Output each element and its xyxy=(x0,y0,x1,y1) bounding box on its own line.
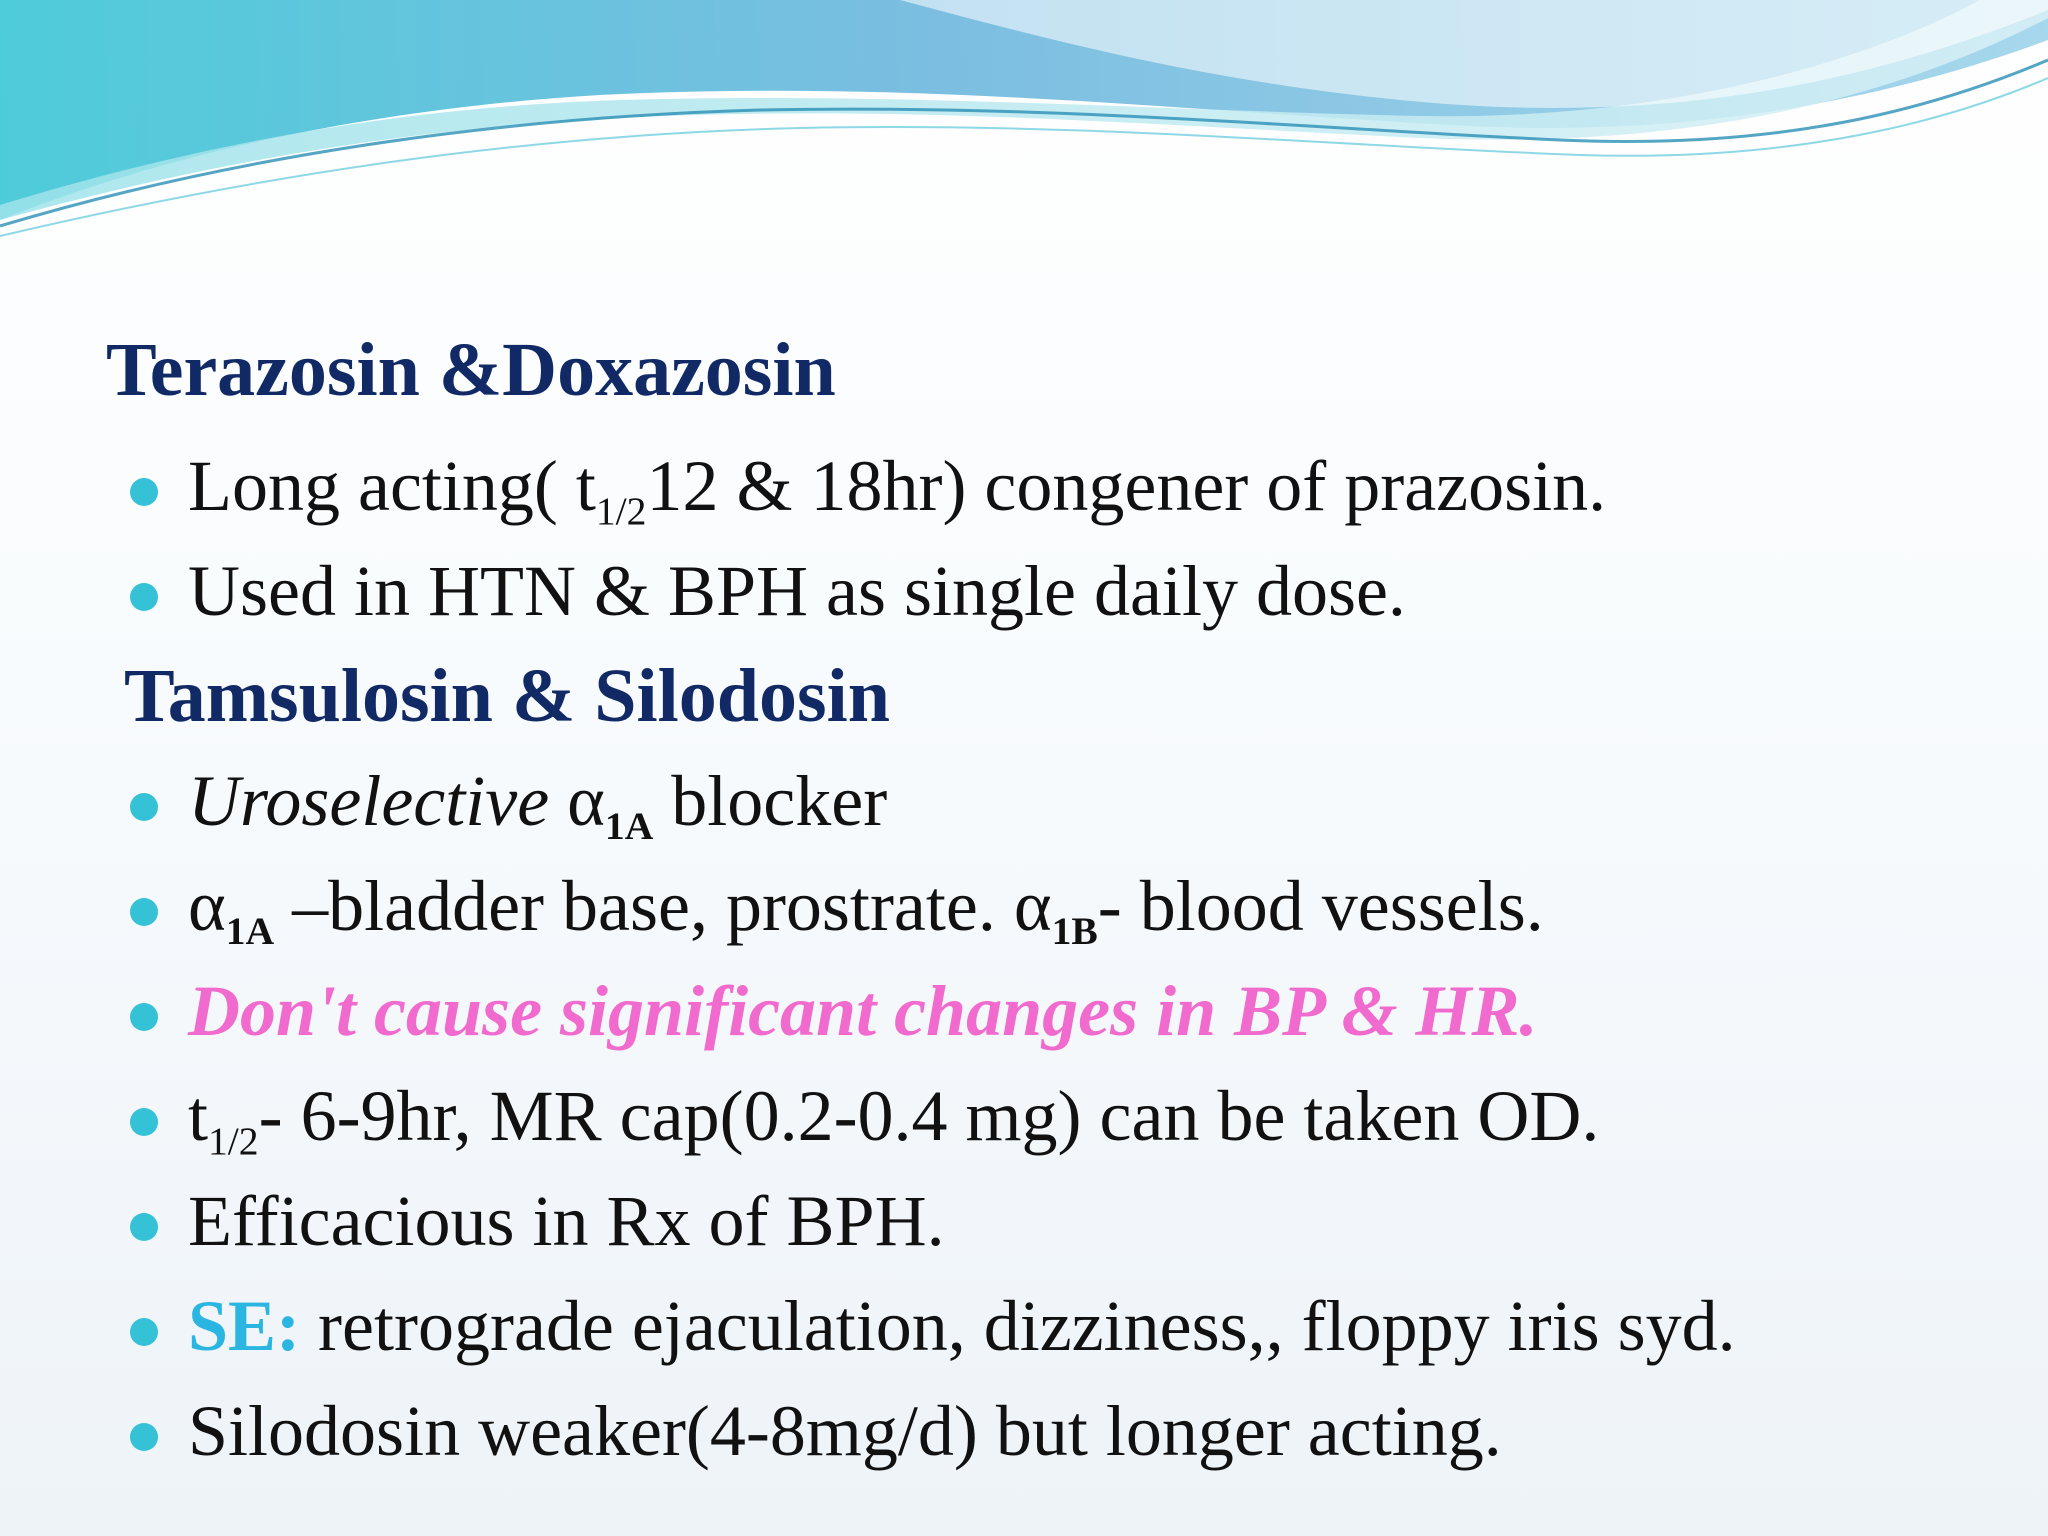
bullet-dot-icon xyxy=(130,1318,158,1346)
decorative-wave-banner xyxy=(0,0,2048,260)
heading-terazosin-doxazosin: Terazosin &Doxazosin xyxy=(106,328,836,412)
bullet-dot-icon xyxy=(130,478,158,506)
bullet-alpha-receptors: $\alpha_{1A}$ –bladder base, prostrate. $\alpha_{1B}-$ blood vessels. xyxy=(130,862,2008,967)
bullet-dot-icon xyxy=(130,898,158,926)
bullet-list-terazosin xyxy=(130,442,2008,652)
bullet-long-acting: Long acting( $t_{1/2}12$ & 18hr) congener of prazosin. xyxy=(130,442,2008,547)
se-label: SE: xyxy=(188,1286,301,1366)
bullet-no-bp-hr-change: Don't cause significant changes in BP & HR. xyxy=(130,967,2008,1072)
bullet-list-tamsulosin xyxy=(130,757,2008,1492)
bullet-used-in-htn: Used in HTN & BPH as single daily dose. xyxy=(130,547,2008,652)
bullet-uroselective: Uroselective $\alpha_{1A}$ blocker xyxy=(130,757,2008,862)
bullet-efficacious: Efficacious in Rx of BPH. xyxy=(130,1177,2008,1282)
bullet-silodosin: Silodosin weaker(4-8mg/d) but longer acting. xyxy=(130,1387,2008,1492)
bullet-dot-icon xyxy=(130,1423,158,1451)
bullet-dot-icon xyxy=(130,793,158,821)
heading-tamsulosin-silodosin: Tamsulosin & Silodosin xyxy=(124,654,890,738)
bullet-dot-icon xyxy=(130,1108,158,1136)
bullet-half-life: $t_{1/2}-$ 6-9hr, MR cap(0.2-0.4 mg) can be taken OD. xyxy=(130,1072,2008,1177)
bullet-dot-icon xyxy=(130,1003,158,1031)
bullet-side-effects: SE: retrograde ejaculation, dizziness,, floppy iris syd. xyxy=(130,1282,2008,1387)
bullet-dot-icon xyxy=(130,583,158,611)
bullet-dot-icon xyxy=(130,1213,158,1241)
